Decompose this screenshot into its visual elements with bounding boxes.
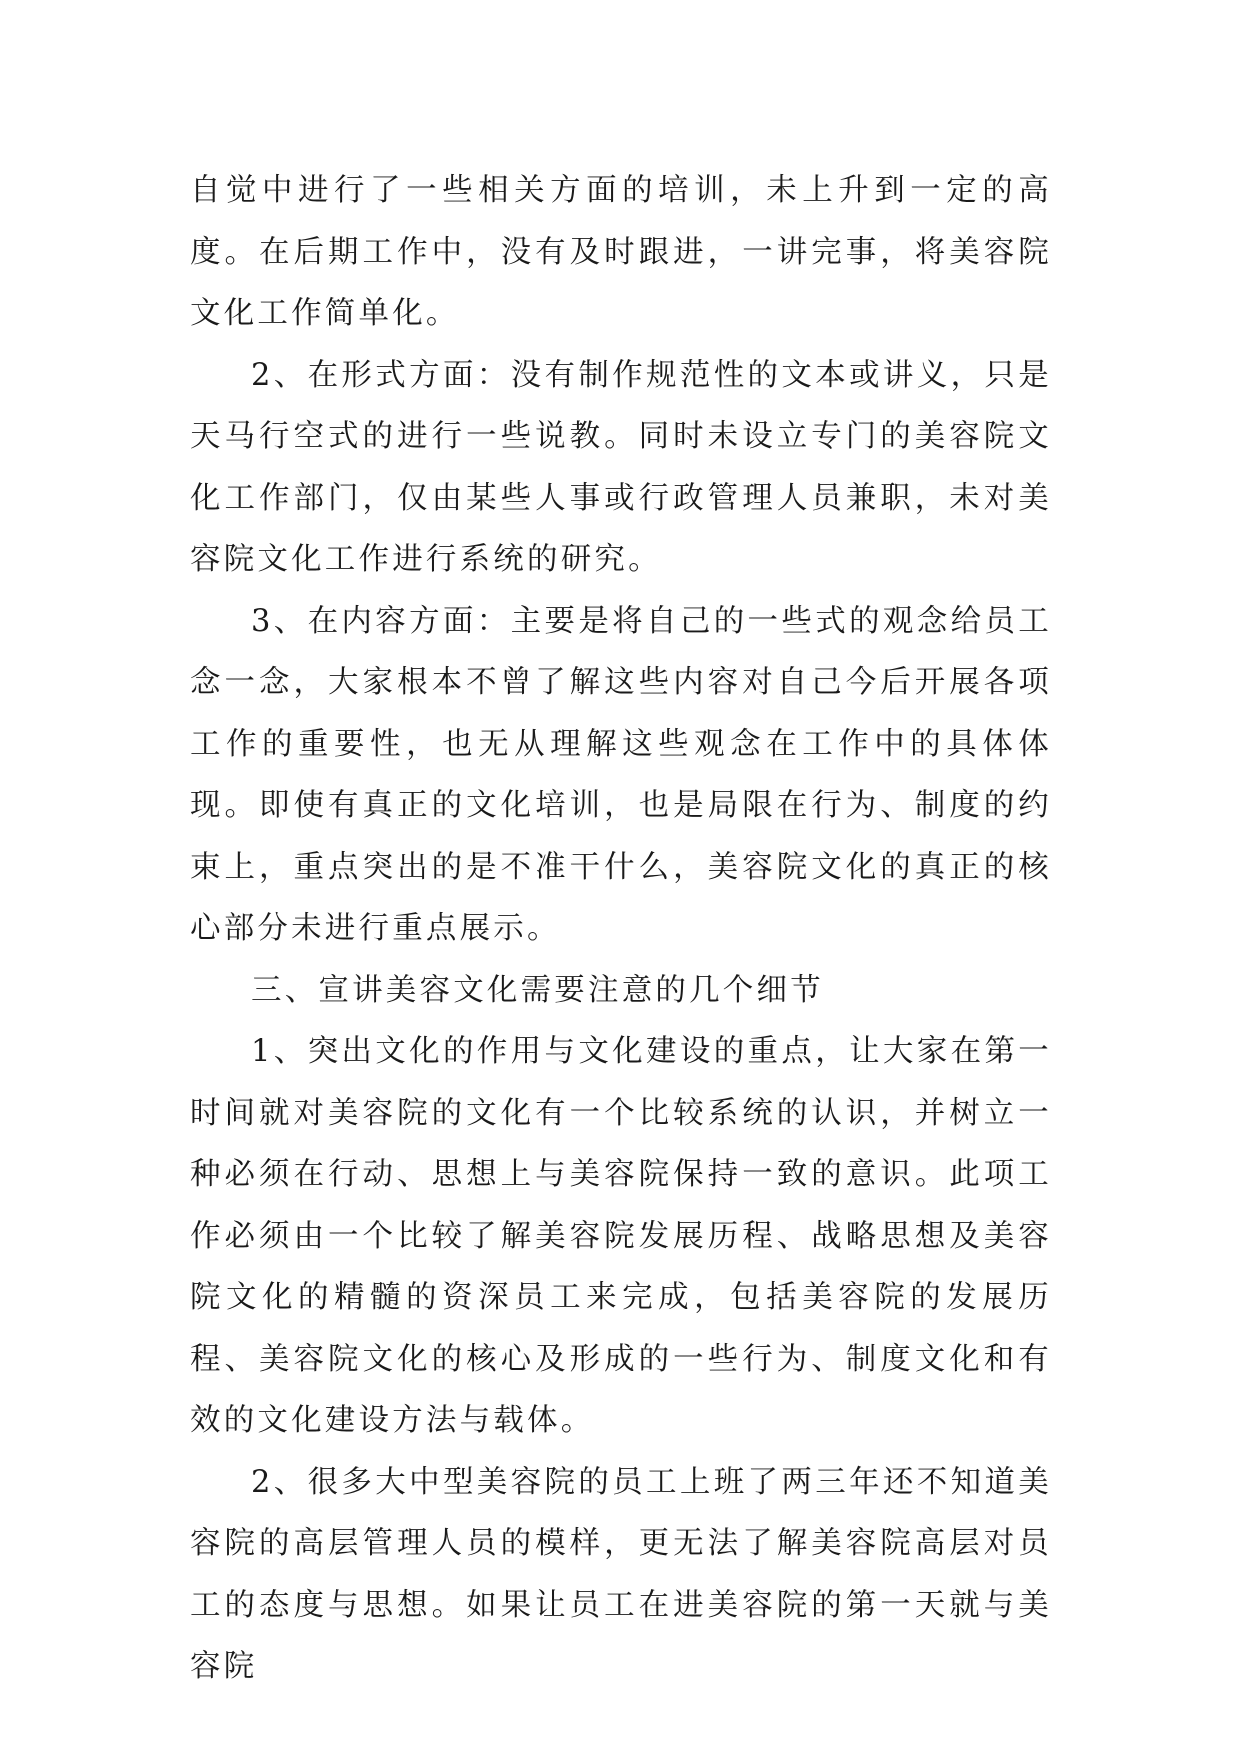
section-heading-details: 三、宣讲美容文化需要注意的几个细节 [251, 972, 824, 1008]
paragraph-content-aspect: 3、在内容方面：主要是将自己的一些式的观念给员工念一念，大家根本不曾了解这些内容对自己今后开展各项工作的重要性，也无从理解这些观念在工作中的具体体现。即使有真正的文化培训，也是局限在行为、制度的约束上，重点突出的是不准干什么，美容院文化的真正的核心部分未进行重点展示。 [190, 603, 1052, 946]
paragraph-form-aspect: 2、在形式方面：没有制作规范性的文本或讲义，只是天马行空式的进行一些说教。同时未设立专门的美容院文化工作部门，仅由某些人事或行政管理人员兼职，未对美容院文化工作进行系统的研究。 [190, 357, 1052, 577]
document-body [190, 160, 1052, 1698]
paragraph-detail-2: 2、很多大中型美容院的员工上班了两三年还不知道美容院的高层管理人员的模样，更无法了解美容院高层对员工的态度与思想。如果让员工在进美容院的第一天就与美容院 [190, 1464, 1052, 1684]
paragraph-continuation: 自觉中进行了一些相关方面的培训，未上升到一定的高度。在后期工作中，没有及时跟进，一讲完事，将美容院文化工作简单化。 [190, 173, 1052, 331]
paragraph-detail-1: 1、突出文化的作用与文化建设的重点，让大家在第一时间就对美容院的文化有一个比较系统的认识，并树立一种必须在行动、思想上与美容院保持一致的意识。此项工作必须由一个比较了解美容院发展历程、战略思想及美容院文化的精髓的资深员工来完成，包括美容院的发展历程、美容院文化的核心及形成的一些行为、制度文化和有效的文化建设方法与载体。 [190, 1034, 1052, 1438]
